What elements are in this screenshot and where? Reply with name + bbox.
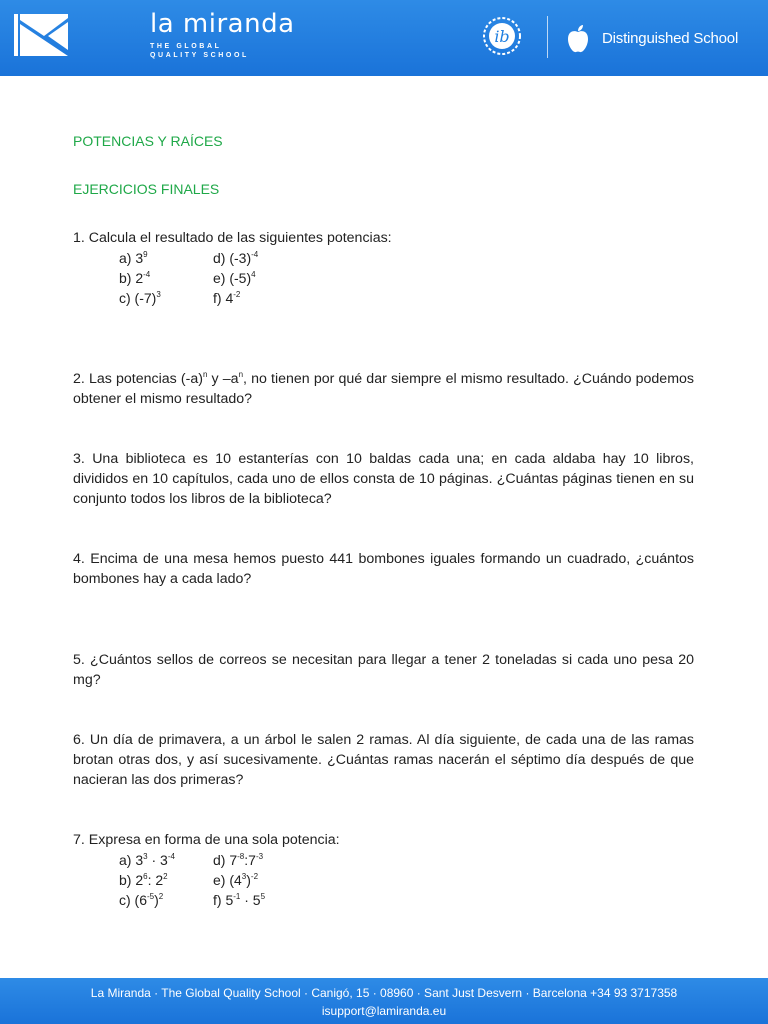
exercise-5-text: 5. ¿Cuántos sellos de correos se necesitan para llegar a tener 2 toneladas si cada uno pesa 20 mg? (73, 652, 694, 688)
header-divider (547, 16, 548, 58)
exercise-1-text: 1. Calcula el resultado de las siguientes potencias: (73, 230, 392, 246)
footer-bar (0, 978, 768, 1024)
exercise-6-text: 6. Un día de primavera, a un árbol le salen 2 ramas. Al día siguiente, de cada una de las ramas brotan otras dos, y así sucesivamente. ¿Cuántas ramas nacerán el séptimo día después de que nacieran las dos primeras? (73, 732, 694, 788)
exercise-2-text: 2. Las potencias $(-a)^n$ y $-a^n$, no tienen por qué dar siempre el mismo resultado. ¿Cuándo podemos obtener el mismo resultado? (73, 370, 694, 407)
exercise-7-text: 7. Expresa en forma de una sola potencia: (73, 832, 340, 848)
brand-block (150, 10, 295, 60)
doc-subtitle: EJERCICIOS FINALES (73, 181, 220, 197)
ib-logo-text: ib (494, 27, 510, 46)
exercise-3-text: 3. Una biblioteca es 10 estanterías con 10 baldas cada una; en cada aldaba hay 10 libros, divididos en 10 capítulos, cada uno de ellos consta de 10 páginas. ¿Cuántas páginas tienen en su conjunto todos los libros de la biblioteca? (73, 451, 694, 507)
exercise-4-text: 4. Encima de una mesa hemos puesto 441 bombones iguales formando un cuadrado, ¿cuántos bombones hay a cada lado? (73, 551, 694, 587)
distinguished-school-label: Distinguished School (602, 30, 739, 47)
list-item: c) $(-7)^3$ f) $4^{-2}$ (119, 290, 241, 306)
brand-tagline-1: THE GLOBAL (150, 43, 222, 50)
list-item: b) $2^6$: $2^2$ e) $(4^3)^{-2}$ (119, 872, 259, 888)
header-bar (0, 0, 768, 76)
list-item: a) $3^3 \cdot 3^{-4}$ d) $7^{-8}:7^{-3}$ (119, 852, 264, 868)
doc-title: POTENCIAS Y RAÍCES (73, 133, 223, 149)
footer-email: isupport@lamiranda.eu (321, 1004, 447, 1018)
footer-address: La Miranda · The Global Quality School · Canigó, 15 · 08960 · Sant Just Desvern · Barcelona +34 93 3717358 (90, 986, 678, 1000)
apple-logo-icon (565, 24, 591, 54)
list-item: b) $2^{-4}$ e) $(-5)^4$ (119, 270, 256, 286)
list-item: c) $(6^{-5})^2$ f) $5^{-1} \cdot 5^5$ (119, 892, 266, 908)
brand-name: la miranda (150, 9, 295, 39)
la-miranda-logo-icon (14, 14, 68, 56)
exercise-7-items (119, 850, 265, 910)
ib-logo-icon (482, 16, 522, 56)
exercise-1-items (119, 248, 258, 308)
list-item: a) $3^9$ d) $(-3)^{-4}$ (119, 250, 259, 266)
brand-tagline-2: QUALITY SCHOOL (150, 52, 249, 59)
